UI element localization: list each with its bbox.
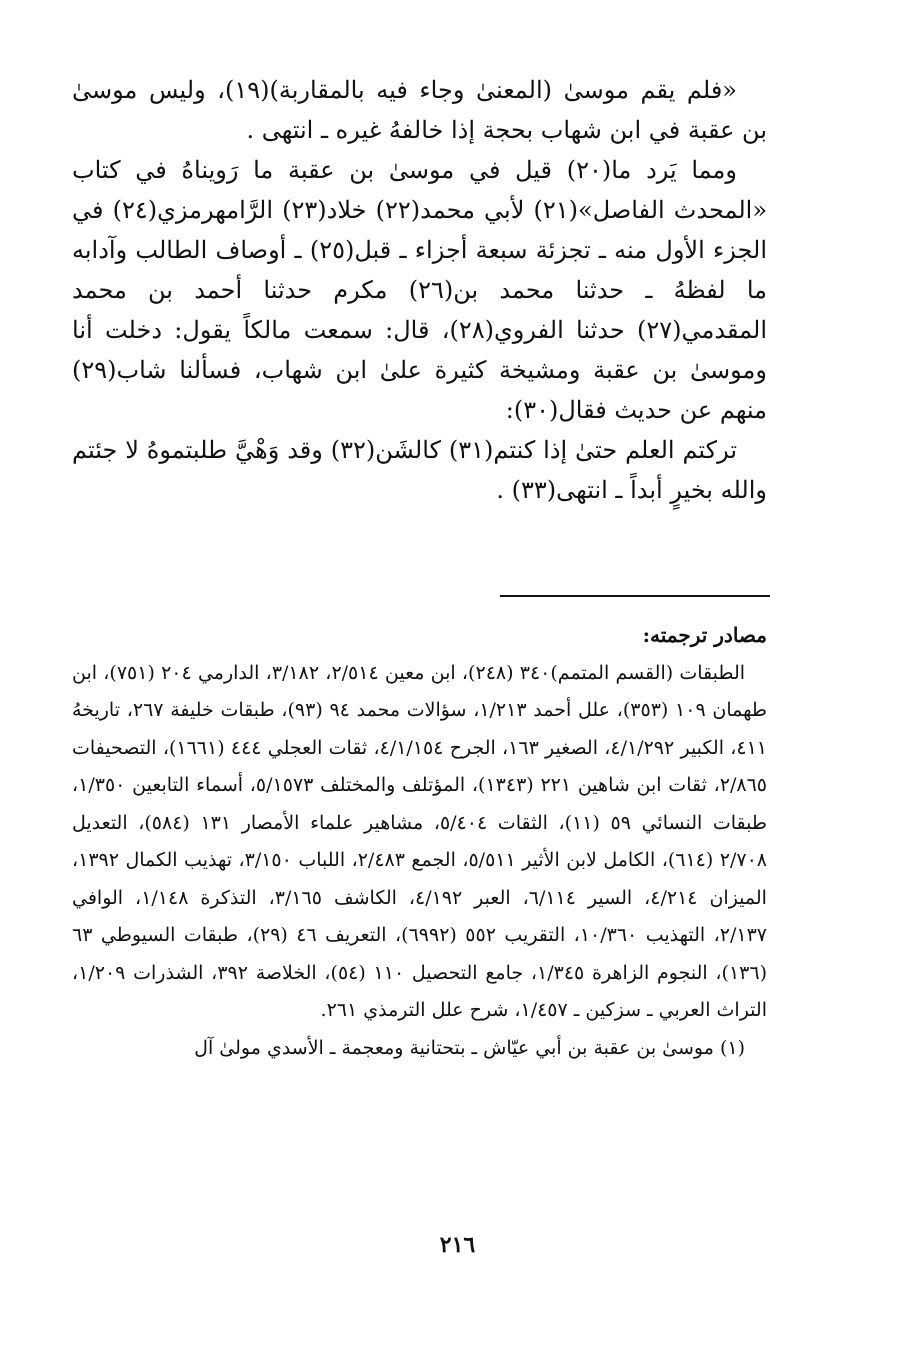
footnote-separator-rule <box>500 595 770 597</box>
main-text-block <box>72 70 767 510</box>
footnotes-heading: مصادر ترجمته: <box>642 623 767 647</box>
main-paragraph-2: ومما يَرد ما(٢٠) قيل في موسىٰ بن عقبة ما رَويناهُ في كتاب «المحدث الفاصل»(٢١) لأبي محمد(٢٢) خلاد(٢٣) الرَّامهرمزي(٢٤) في الجزء الأول منه ـ تجزئة سبعة أجزاء ـ قبل(٢٥) ـ أوصاف الطالب وآدابه ما لفظهُ ـ حدثنا محمد بن(٢٦) مكرم حدثنا أحمد بن محمد المقدمي(٢٧) حدثنا الفروي(٢٨)، قال: سمعت مالكاً يقول: دخلت أنا وموسىٰ بن عقبة ومشيخة كثيرة علىٰ ابن شهاب، فسألنا شاب(٢٩) منهم عن حديث فقال(٣٠): <box>72 156 768 424</box>
footnotes-block <box>72 617 767 1067</box>
footnote-1: (١) موسىٰ بن عقبة بن أبي عيّاش ـ بتحتانية ومعجمة ـ الأسدي مولىٰ آل <box>194 1036 745 1059</box>
footnotes-sources: الطبقات (القسم المتمم)٣٤٠ (٢٤٨)، ابن معين ٢/٥١٤، ٣/١٨٢، الدارمي ٢٠٤ (٧٥١)، ابن طهمان ١٠٩ (٣٥٣)، علل أحمد ١/٢١٣، سؤالات محمد ٩٤ (٩٣)، طبقات خليفة ٢٦٧، تاريخهُ ٤١١، الكبير ٤/١/٢٩٢، الصغير ١٦٣، الجرح ٤/١/١٥٤، ثقات العجلي ٤٤٤ (١٦٦١)، التصحيفات ٢/٨٦٥، ثقات ابن شاهين ٢٢١ (١٣٤٣)، المؤتلف والمختلف ٥/١٥٧٣، أسماء التابعين ١/٣٥٠، طبقات النسائي ٥٩ (١١)، الثقات ٥/٤٠٤، مشاهير علماء الأمصار ١٣١ (٥٨٤)، التعديل ٢/٧٠٨ (٦١٤)، الكامل لابن الأثير ٥/٥١١، الجمع ٢/٤٨٣، اللباب ٣/١٥٠، تهذيب الكمال ١٣٩٢، الميزان ٤/٢١٤، السير ٦/١١٤، العبر ٤/١٩٢، الكاشف ٣/١٦٥، التذكرة ١/١٤٨، الوافي ٢/١٣٧، التهذيب ١٠/٣٦٠، التقريب ٥٥٢ (٦٩٩٢)، التعريف ٤٦ (٢٩)، طبقات السيوطي ٦٣ (١٣٦)، النجوم الزاهرة ١/٣٤٥، جامع التحصيل ١١٠ (٥٤)، الخلاصة ٣٩٢، الشذرات ١/٢٠٩، التراث العربي ـ سزكين ـ ١/٤٥٧، شرح علل الترمذي ٢٦١. <box>72 661 768 1021</box>
main-paragraph-3: تركتم العلم حتىٰ إذا كنتم(٣١) كالشَن(٣٢) وقد وَهْيَّ طلبتموهُ لا جئتم والله بخيرٍ أبداً ـ انتهى(٣٣) . <box>72 436 767 504</box>
main-paragraph-1: «فلم يقم موسىٰ (المعنىٰ وجاء فيه بالمقاربة)(١٩)، وليس موسىٰ بن عقبة في ابن شهاب بحجة إذا خالفهُ غيره ـ انتهى . <box>72 76 767 144</box>
page-number: ٢١٦ <box>439 1232 476 1258</box>
